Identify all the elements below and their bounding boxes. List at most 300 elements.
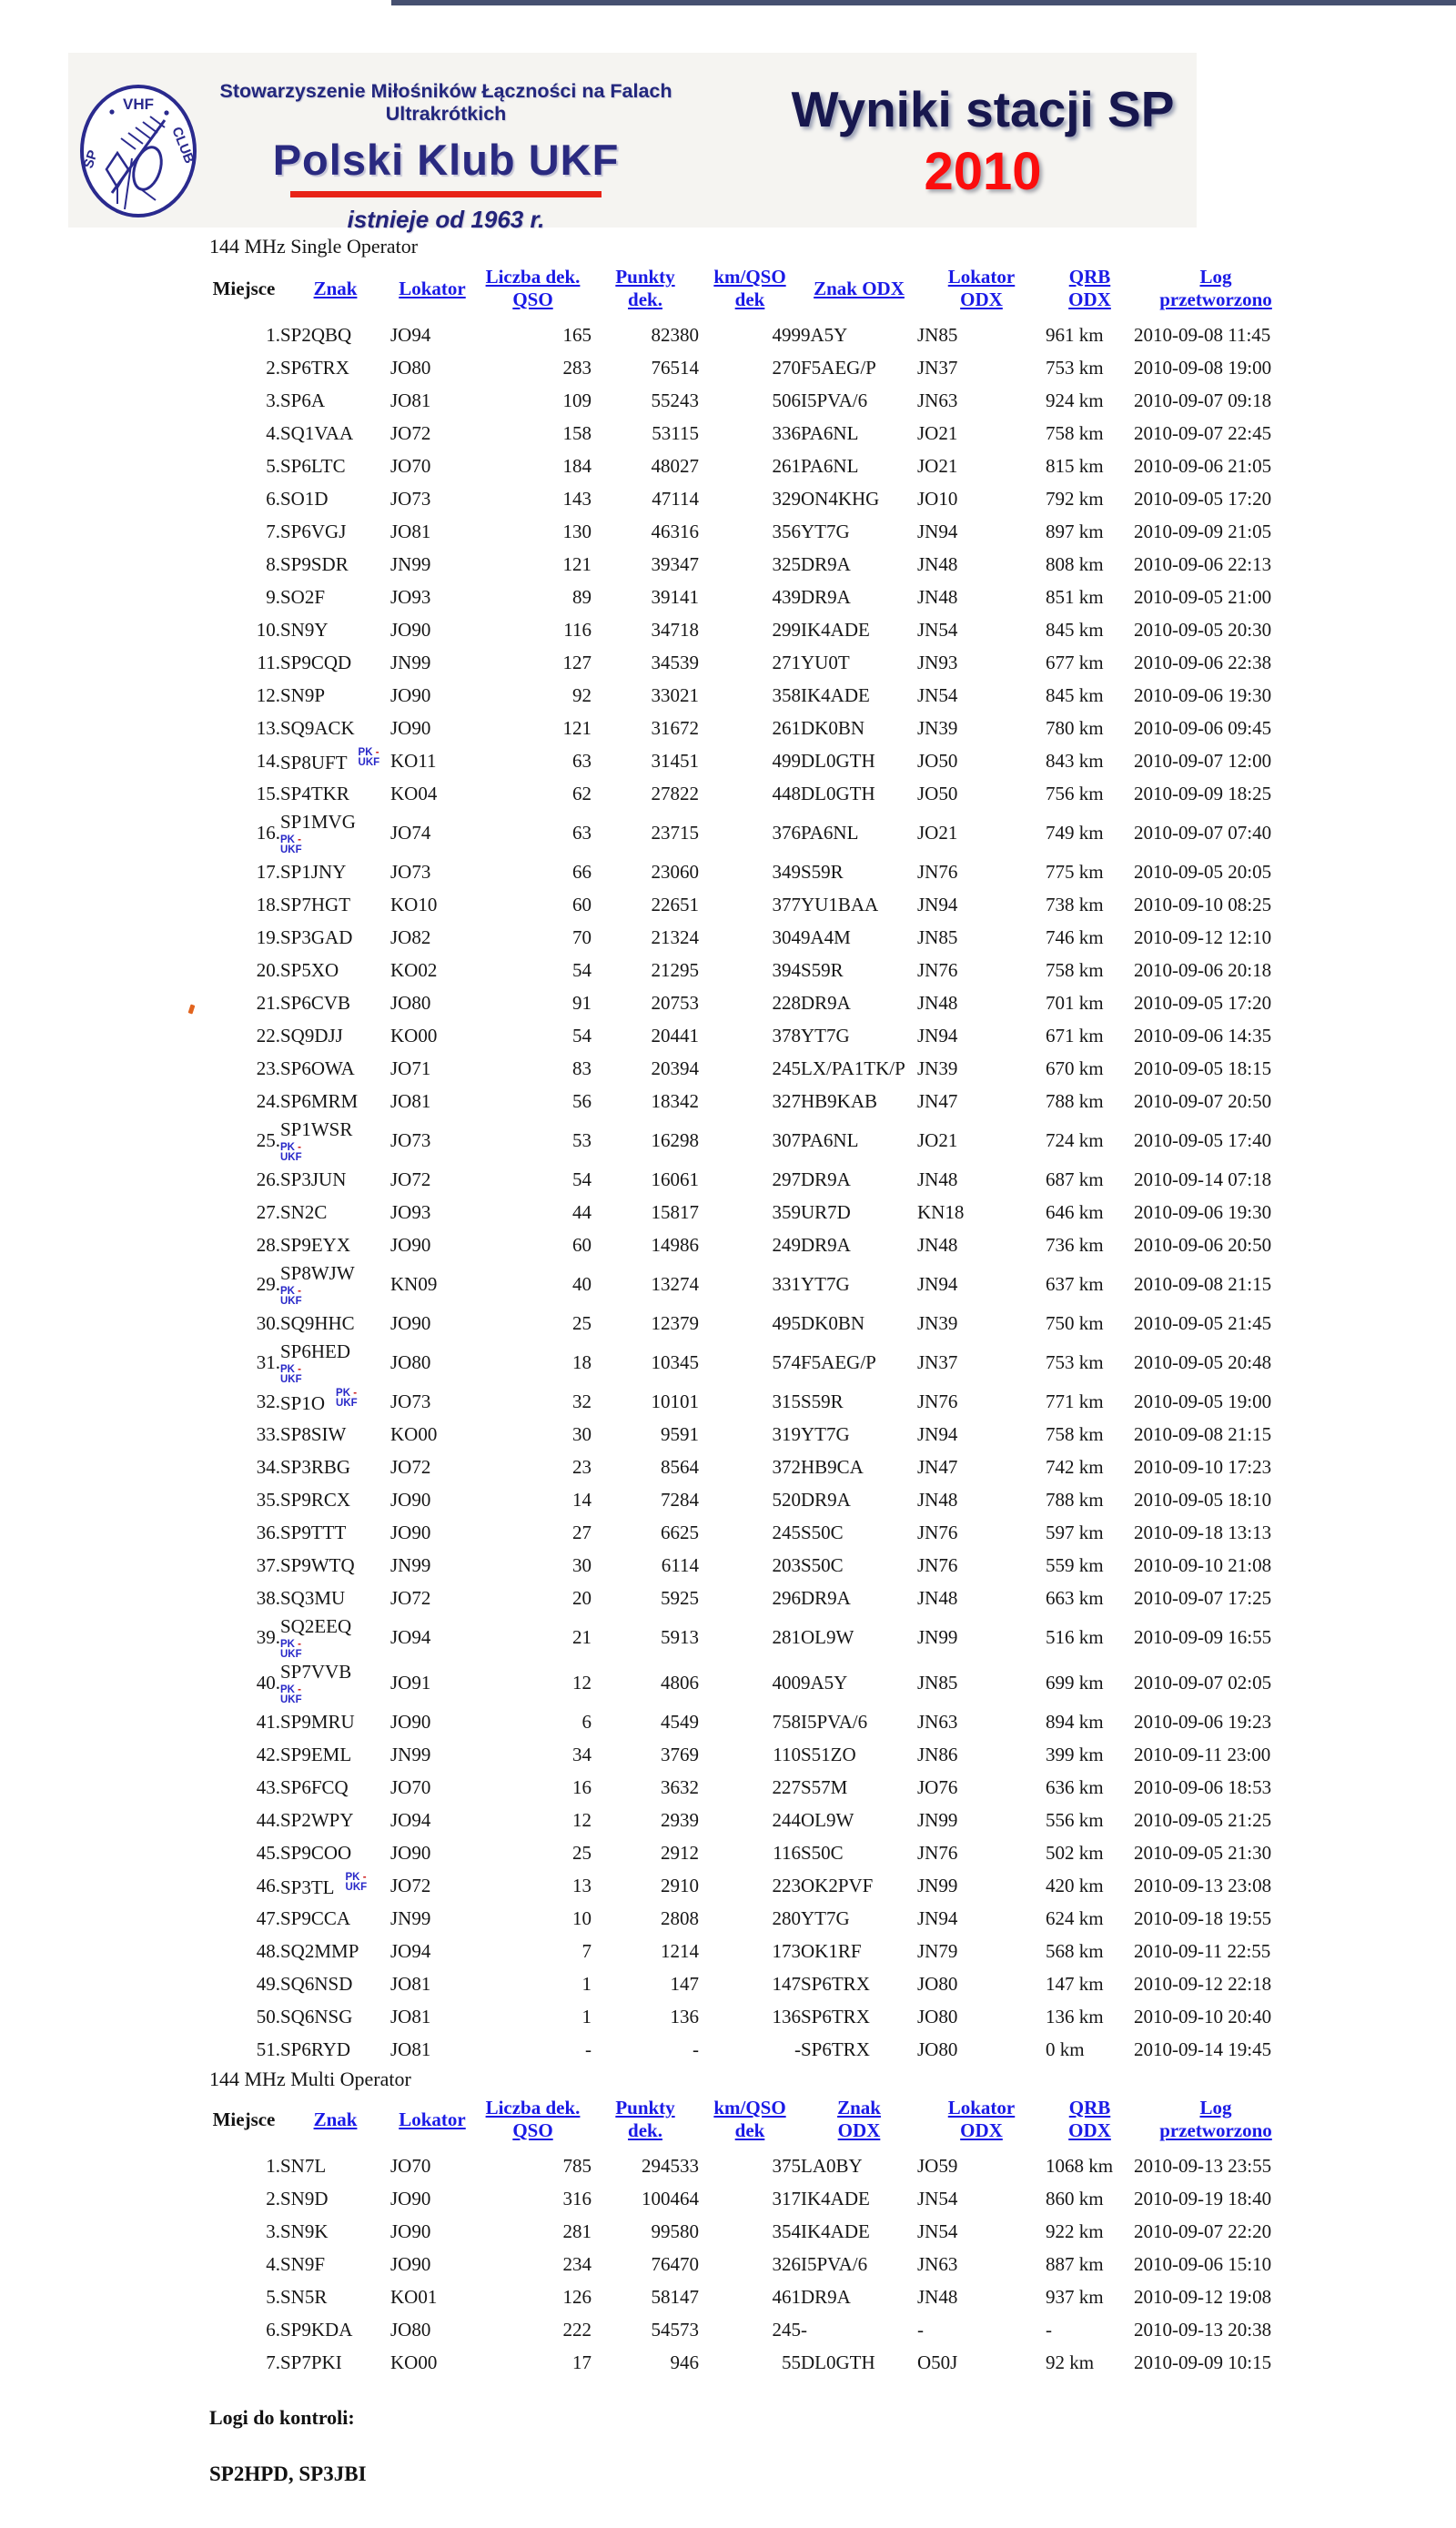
cell-qrb: 516 km [1046, 1626, 1104, 1648]
callsign: SP4TKR [280, 783, 349, 804]
cell-km_qso: 110 [773, 1744, 801, 1765]
cell-znak_odx: S57M [801, 1776, 848, 1798]
cell-znak_odx: IK4ADE [801, 2188, 870, 2209]
cell-znak_odx: OL9W [801, 1809, 854, 1831]
cell-km_qso: 331 [772, 1273, 801, 1295]
cell-qso: 130 [562, 521, 592, 542]
cell-qrb: 420 km [1046, 1875, 1104, 1896]
cell-log: 2010-09-07 07:40 [1134, 822, 1272, 844]
cell-punkty: 136 [670, 2006, 699, 2027]
cell-znak [280, 581, 390, 613]
cell-punkty: 20394 [651, 1057, 699, 1079]
cell-qso: 92 [572, 684, 592, 706]
cell-miejsce: 1. [266, 324, 280, 346]
callsign: SQ6NSD [280, 1973, 353, 1995]
table-row [207, 2215, 1298, 2248]
cell-lokator: JO90 [390, 1711, 431, 1733]
table-row [207, 1117, 1298, 1163]
cell-znak [280, 1660, 390, 1705]
cell-punkty: 34718 [651, 619, 699, 641]
cell-lokator_odx: JN47 [917, 1456, 958, 1478]
callsign: SP9RCX [280, 1489, 351, 1511]
pk-ukf-member-badge: PK - UKF [280, 834, 302, 855]
cell-znak [280, 888, 390, 921]
cell-log: 2010-09-13 20:38 [1134, 2319, 1272, 2341]
cell-lokator_odx: JN39 [917, 717, 958, 739]
cell-miejsce: 2. [266, 357, 280, 379]
cell-znak_odx: YT7G [801, 521, 850, 542]
cell-znak_odx: S59R [801, 1390, 844, 1412]
cell-lokator_odx: JN85 [917, 1672, 958, 1694]
table-row [207, 2000, 1298, 2033]
cell-znak_odx: YU0T [801, 652, 850, 673]
cell-miejsce: 45. [256, 1842, 280, 1864]
cell-znak [280, 1582, 390, 1614]
cell-lokator_odx: JN94 [917, 1907, 958, 1929]
cell-qso: 91 [572, 992, 592, 1014]
cell-km_qso: 147 [772, 1973, 801, 1995]
cell-log: 2010-09-07 22:20 [1134, 2220, 1272, 2242]
table-row [207, 1052, 1298, 1085]
cell-km_qso: 228 [772, 992, 801, 1014]
cell-qso: 63 [572, 750, 592, 772]
cell-znak [280, 319, 390, 351]
cell-znak [280, 2000, 390, 2033]
callsign: SP3GAD [280, 926, 353, 948]
cell-punkty: 53115 [652, 422, 699, 444]
table-row [207, 1229, 1298, 1261]
cell-qrb: 699 km [1046, 1672, 1104, 1694]
cell-qrb: 845 km [1046, 684, 1104, 706]
cell-log: 2010-09-06 21:05 [1134, 455, 1272, 477]
cell-qso: 16 [572, 1776, 592, 1798]
cell-log: 2010-09-07 17:25 [1134, 1587, 1272, 1609]
col-header-lokator_odx-link[interactable]: Lokator ODX [947, 266, 1016, 310]
cell-qso: 54 [572, 1025, 592, 1047]
cell-qso: 1 [581, 2006, 592, 2027]
cell-km_qso: 326 [772, 2253, 801, 2275]
cell-km_qso: 758 [772, 1711, 801, 1733]
pk-ukf-member-badge: PK - UKF [345, 1872, 368, 1893]
col-header-znak-link[interactable]: Znak [313, 277, 358, 299]
col-header-znak_odx-link[interactable]: Znak ODX [837, 2097, 881, 2141]
cell-lokator_odx: JN76 [917, 1522, 958, 1543]
cell-znak_odx: DR9A [801, 1234, 851, 1256]
cell-log: 2010-09-18 19:55 [1134, 1907, 1272, 1929]
cell-miejsce: 24. [256, 1090, 280, 1112]
cell-qso: 63 [572, 822, 592, 844]
cell-log: 2010-09-05 21:25 [1134, 1809, 1272, 1831]
cell-lokator: JN99 [390, 553, 431, 575]
cell-qrb: 636 km [1046, 1776, 1104, 1798]
cell-znak_odx: DL0GTH [801, 783, 875, 804]
callsign: SN5R [280, 2286, 328, 2308]
cell-km_qso: - [794, 2038, 801, 2060]
cell-miejsce: 30. [256, 1312, 280, 1334]
cell-lokator: KO11 [390, 750, 437, 772]
cell-znak_odx: DL0GTH [801, 2351, 875, 2373]
cell-km_qso: 315 [772, 1390, 801, 1412]
cell-lokator_odx: JN39 [917, 1312, 958, 1334]
pk-ukf-member-badge: PK - UKF [280, 1285, 302, 1307]
cell-lokator_odx: JN76 [917, 861, 958, 883]
table-row [207, 1549, 1298, 1582]
cell-lokator_odx: JN76 [917, 1554, 958, 1576]
table-row [207, 1418, 1298, 1451]
cell-qso: 184 [562, 455, 592, 477]
cell-lokator_odx: JO76 [917, 1776, 958, 1798]
callsign: SQ9ACK [280, 717, 355, 739]
callsign: SP9SDR [280, 553, 349, 575]
callsign: SP5XO [280, 959, 339, 981]
cell-miejsce: 50. [256, 2006, 280, 2027]
cell-log: 2010-09-06 18:53 [1134, 1776, 1272, 1798]
logo-ring-left-text: SP [80, 147, 101, 171]
cell-znak_odx: LX/PA1TK/P [801, 1057, 905, 1079]
cell-punkty: 1214 [661, 1940, 699, 1962]
cell-km_qso: 499 [772, 750, 801, 772]
cell-log: 2010-09-10 21:08 [1134, 1554, 1272, 1576]
callsign: SP9COO [280, 1842, 352, 1864]
cell-qso: 34 [572, 1744, 592, 1765]
table-row [207, 1483, 1298, 1516]
cell-qrb: 771 km [1046, 1390, 1104, 1412]
table-row [207, 2033, 1298, 2066]
cell-qso: 83 [572, 1057, 592, 1079]
cell-log: 2010-09-12 19:08 [1134, 2286, 1272, 2308]
table-row [207, 921, 1298, 954]
cell-lokator: JO90 [390, 2220, 431, 2242]
cell-lokator: KO00 [390, 1423, 438, 1445]
cell-znak_odx: DK0BN [801, 1312, 865, 1334]
cell-qso: 32 [572, 1390, 592, 1412]
cell-qso: 14 [572, 1489, 592, 1511]
col-header-log-link[interactable]: Log przetworzono [1159, 266, 1272, 310]
cell-log: 2010-09-07 22:45 [1134, 422, 1272, 444]
cell-lokator_odx: JN48 [917, 586, 958, 608]
cell-lokator: JO90 [390, 2253, 431, 2275]
cell-miejsce: 37. [256, 1554, 280, 1576]
cell-punkty: 99580 [651, 2220, 699, 2242]
cell-miejsce: 46. [256, 1875, 280, 1896]
cell-km_qso: 495 [772, 1312, 801, 1334]
cell-km_qso: 296 [772, 1587, 801, 1609]
cell-miejsce: 38. [256, 1587, 280, 1609]
col-header-lokator_odx-link[interactable]: Lokator ODX [947, 2097, 1016, 2141]
col-header-qrb-link[interactable]: QRB ODX [1068, 266, 1111, 310]
cell-qso: 54 [572, 1168, 592, 1190]
cell-qrb: 147 km [1046, 1973, 1104, 1995]
cell-lokator: JO81 [390, 1090, 431, 1112]
cell-qrb: 788 km [1046, 1090, 1104, 1112]
cell-miejsce: 36. [256, 1522, 280, 1543]
cell-miejsce: 33. [256, 1423, 280, 1445]
col-header-km_qso-link[interactable]: km/QSO dek [713, 2097, 786, 2141]
table-row [207, 1307, 1298, 1340]
cell-qrb: 597 km [1046, 1522, 1104, 1543]
table-row [207, 482, 1298, 515]
cell-log: 2010-09-11 23:00 [1134, 1744, 1271, 1765]
cell-km_qso: 271 [772, 652, 801, 673]
col-header-miejsce: Miejsce [212, 2108, 276, 2130]
cell-znak_odx: I5PVA/6 [801, 2253, 868, 2275]
cell-qrb: - [1046, 2319, 1052, 2341]
cell-qso: 126 [562, 2286, 592, 2308]
cell-znak [280, 548, 390, 581]
callsign: SQ1VAA [280, 422, 354, 444]
cell-log: 2010-09-13 23:55 [1134, 2155, 1272, 2177]
cell-lokator: JN99 [390, 652, 431, 673]
callsign: SP6HED [280, 1340, 351, 1362]
callsign: SO1D [280, 488, 329, 510]
section-label-multi-operator: 144 MHz Multi Operator [209, 2068, 411, 2090]
cell-miejsce: 4. [266, 422, 280, 444]
table-row [207, 1451, 1298, 1483]
cell-znak [280, 351, 390, 384]
cell-log: 2010-09-07 20:50 [1134, 1090, 1272, 1112]
pk-ukf-member-badge: PK - UKF [336, 1388, 358, 1409]
table-row [207, 548, 1298, 581]
table-row [207, 2346, 1298, 2379]
cell-lokator_odx: JN48 [917, 2286, 958, 2308]
cell-log: 2010-09-10 08:25 [1134, 894, 1272, 915]
pk-ukf-member-badge: PK - UKF [280, 1363, 302, 1385]
cell-lokator: JO80 [390, 992, 431, 1014]
col-header-znak-link[interactable]: Znak [313, 2108, 358, 2130]
cell-km_qso: 461 [772, 2286, 801, 2308]
callsign: SP6CVB [280, 992, 351, 1014]
cell-miejsce: 8. [266, 553, 280, 575]
callsign: SP6VGJ [280, 521, 347, 542]
cell-qso: 60 [572, 894, 592, 915]
cell-log: 2010-09-08 21:15 [1134, 1273, 1272, 1295]
table-row [207, 744, 1298, 777]
cell-punkty: 5925 [661, 1587, 699, 1609]
col-header-log-link[interactable]: Log przetworzono [1159, 2097, 1272, 2141]
cell-znak_odx: YT7G [801, 1907, 850, 1929]
cell-znak [280, 515, 390, 548]
cell-znak [280, 384, 390, 417]
cell-km_qso: 325 [772, 553, 801, 575]
cell-qso: 143 [562, 488, 592, 510]
cell-log: 2010-09-05 18:10 [1134, 1489, 1272, 1511]
cell-lokator: JO90 [390, 717, 431, 739]
col-header-qrb-link[interactable]: QRB ODX [1068, 2097, 1111, 2141]
cell-qrb: 559 km [1046, 1554, 1104, 1576]
cell-km_qso: 173 [772, 1940, 801, 1962]
table-row [207, 1935, 1298, 1967]
cell-miejsce: 32. [256, 1390, 280, 1412]
cell-punkty: 46316 [651, 521, 699, 542]
cell-lokator: JO93 [390, 586, 431, 608]
cell-qrb: 746 km [1046, 926, 1104, 948]
cell-log: 2010-09-06 15:10 [1134, 2253, 1272, 2275]
cell-lokator: JO90 [390, 1234, 431, 1256]
cell-km_qso: 281 [772, 1626, 801, 1648]
callsign: SQ2MMP [280, 1940, 359, 1962]
col-header-lokator-link[interactable]: Lokator [399, 2108, 466, 2130]
callsign: SP1JNY [280, 861, 347, 883]
callsign: SP6TRX [280, 357, 349, 379]
cell-punkty: 7284 [661, 1489, 699, 1511]
pk-ukf-member-badge: PK - UKF [358, 747, 380, 768]
cell-punkty: 147 [670, 1973, 699, 1995]
cell-miejsce: 48. [256, 1940, 280, 1962]
cell-miejsce: 40. [256, 1672, 280, 1694]
cell-lokator_odx: JN76 [917, 1842, 958, 1864]
col-header-km_qso-link[interactable]: km/QSO dek [713, 266, 786, 310]
cell-qrb: 750 km [1046, 1312, 1104, 1334]
callsign: SP7HGT [280, 894, 351, 915]
cell-miejsce: 44. [256, 1809, 280, 1831]
cell-log: 2010-09-10 17:23 [1134, 1456, 1272, 1478]
table-row [207, 1085, 1298, 1117]
cell-punkty: 16061 [651, 1168, 699, 1190]
callsign: SN9F [280, 2253, 326, 2275]
cell-punkty: 16298 [651, 1129, 699, 1151]
association-name: Stowarzyszenie Miłośników Łączności na Falach Ultrakrótkich [219, 80, 672, 125]
cell-log: 2010-09-05 20:05 [1134, 861, 1272, 883]
cell-znak_odx: S59R [801, 959, 844, 981]
cell-km_qso: 448 [772, 783, 801, 804]
cell-km_qso: 261 [772, 455, 801, 477]
col-header-qso-link[interactable]: Liczba dek. QSO [485, 266, 581, 310]
cell-km_qso: 245 [772, 1522, 801, 1543]
col-header-punkty-link[interactable]: Punkty dek. [615, 266, 675, 310]
table-row [207, 646, 1298, 679]
cell-znak_odx: YT7G [801, 1025, 850, 1047]
cell-znak [280, 1516, 390, 1549]
table-row [207, 2280, 1298, 2313]
cell-miejsce: 12. [256, 684, 280, 706]
callsign: SP3JUN [280, 1168, 347, 1190]
cell-znak [280, 1261, 390, 1307]
cell-lokator: JO94 [390, 1940, 431, 1962]
cell-lokator_odx: JN94 [917, 521, 958, 542]
cell-km_qso: 439 [772, 586, 801, 608]
cell-punkty: 34539 [651, 652, 699, 673]
cell-qrb: 843 km [1046, 750, 1104, 772]
cell-znak [280, 2215, 390, 2248]
cell-lokator: JO80 [390, 1351, 431, 1373]
col-header-znak_odx-link[interactable]: Znak ODX [814, 277, 905, 299]
cell-znak_odx: F5AEG/P [801, 1351, 876, 1373]
cell-qrb: 136 km [1046, 2006, 1104, 2027]
callsign: SP6A [280, 389, 326, 411]
cell-qso: 25 [572, 1312, 592, 1334]
cell-znak [280, 1085, 390, 1117]
cell-qso: 10 [572, 1907, 592, 1929]
cell-qrb: 742 km [1046, 1456, 1104, 1478]
cell-lokator_odx: JN48 [917, 1168, 958, 1190]
control-logs-label: Logi do kontroli: [209, 2406, 355, 2429]
cell-lokator_odx: JO80 [917, 2006, 958, 2027]
cell-znak_odx: S51ZO [801, 1744, 856, 1765]
cell-znak [280, 1052, 390, 1085]
window-edge-artifact [391, 0, 1456, 5]
cell-qrb: 753 km [1046, 1351, 1104, 1373]
cell-qso: 165 [562, 324, 592, 346]
table-row [207, 1804, 1298, 1836]
cell-log: 2010-09-06 14:35 [1134, 1025, 1272, 1047]
cell-lokator: JO90 [390, 684, 431, 706]
cell-km_qso: 574 [772, 1351, 801, 1373]
cell-znak [280, 1967, 390, 2000]
cell-km_qso: 244 [772, 1809, 801, 1831]
cell-znak [280, 954, 390, 986]
club-since-text: istnieje od 1963 r. [347, 206, 545, 233]
cell-punkty: 2912 [661, 1842, 699, 1864]
cell-punkty: 31451 [651, 750, 699, 772]
cell-znak [280, 1902, 390, 1935]
cell-lokator_odx: JO21 [917, 1129, 958, 1151]
page-title [764, 80, 1201, 202]
col-header-qso-link[interactable]: Liczba dek. QSO [485, 2097, 581, 2141]
cell-qso: 13 [572, 1875, 592, 1896]
cell-punkty: 4806 [661, 1672, 699, 1694]
cell-km_qso: 359 [772, 1201, 801, 1223]
cell-znak [280, 986, 390, 1019]
cell-punkty: 82380 [651, 324, 699, 346]
cell-log: 2010-09-06 22:13 [1134, 553, 1272, 575]
cell-znak [280, 1549, 390, 1582]
cell-znak [280, 1163, 390, 1196]
results-table-multi [207, 2097, 1298, 2379]
cell-znak [280, 2149, 390, 2182]
cell-znak_odx: LA0BY [801, 2155, 863, 2177]
cell-qrb: 894 km [1046, 1711, 1104, 1733]
cell-qrb: 637 km [1046, 1273, 1104, 1295]
cell-lokator_odx: JN37 [917, 357, 958, 379]
cell-qrb: 808 km [1046, 553, 1104, 575]
cell-lokator_odx: JN86 [917, 1744, 958, 1765]
cell-miejsce: 4. [266, 2253, 280, 2275]
cell-lokator_odx: JO21 [917, 455, 958, 477]
cell-miejsce: 35. [256, 1489, 280, 1511]
cell-log: 2010-09-14 07:18 [1134, 1168, 1272, 1190]
col-header-lokator-link[interactable]: Lokator [399, 277, 466, 299]
cell-qrb: 937 km [1046, 2286, 1104, 2308]
cell-km_qso: 245 [772, 2319, 801, 2341]
cell-znak [280, 2280, 390, 2313]
cell-lokator_odx: JO80 [917, 2038, 958, 2060]
cell-znak_odx: YT7G [801, 1423, 850, 1445]
cell-znak [280, 2346, 390, 2379]
cell-qso: 17 [572, 2351, 592, 2373]
cell-km_qso: 280 [772, 1907, 801, 1929]
cell-qrb: 624 km [1046, 1907, 1104, 1929]
cell-lokator_odx: JN93 [917, 652, 958, 673]
cell-qrb: 687 km [1046, 1168, 1104, 1190]
cell-punkty: 48027 [651, 455, 699, 477]
cell-znak [280, 646, 390, 679]
cell-lokator_odx: JN94 [917, 1273, 958, 1295]
cell-log: 2010-09-05 20:48 [1134, 1351, 1272, 1373]
cell-znak_odx: F5AEG/P [801, 357, 876, 379]
cell-log: 2010-09-05 17:40 [1134, 1129, 1272, 1151]
table-row [207, 1019, 1298, 1052]
cell-znak [280, 2248, 390, 2280]
cell-log: 2010-09-05 21:45 [1134, 1312, 1272, 1334]
cell-punkty: 2939 [661, 1809, 699, 1831]
col-header-punkty-link[interactable]: Punkty dek. [615, 2097, 675, 2141]
cell-km_qso: 270 [772, 357, 801, 379]
cell-znak [280, 1418, 390, 1451]
cell-miejsce: 42. [256, 1744, 280, 1765]
table-row [207, 810, 1298, 855]
cell-km_qso: 372 [772, 1456, 801, 1478]
cell-qso: 62 [572, 783, 592, 804]
